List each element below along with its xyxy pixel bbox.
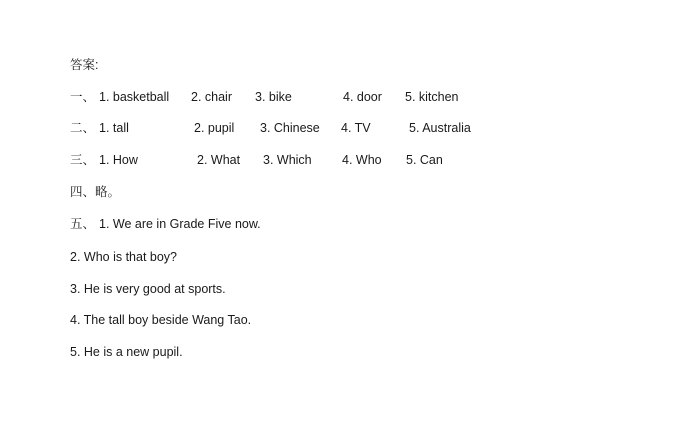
section-2-item-4: 4. TV [341,121,371,135]
section-1-item-2: 2. chair [191,90,232,104]
section-5-sentence-1: 1. We are in Grade Five now. [99,217,261,231]
answer-heading: 答案: [70,58,99,72]
section-5-sentence-3: 3. He is very good at sports. [70,282,226,296]
section-2-item-1: 1. tall [99,121,129,135]
section-2-marker: 二、 [70,121,96,135]
section-1-item-1: 1. basketball [99,90,170,104]
section-1-item-4: 4. door [343,90,382,104]
section-1-item-5: 5. kitchen [405,90,459,104]
section-3-item-3: 3. Which [263,153,312,167]
section-3-item-4: 4. Who [342,153,382,167]
section-4-text: 四、略。 [70,185,121,199]
section-3-item-2: 2. What [197,153,241,167]
section-3-marker: 三、 [70,153,96,167]
section-5-sentence-2: 2. Who is that boy? [70,250,178,264]
section-3-item-1: 1. How [99,153,138,167]
section-2-item-3: 3. Chinese [260,121,320,135]
section-5-sentence-4: 4. The tall boy beside Wang Tao. [70,313,252,327]
section-3-item-5: 5. Can [406,153,443,167]
section-2-item-2: 2. pupil [194,121,235,135]
section-1-item-3: 3. bike [255,90,292,104]
section-2-item-5: 5. Australia [409,121,471,135]
section-5-marker: 五、 [70,217,96,231]
section-5-sentence-5: 5. He is a new pupil. [70,345,183,359]
section-1-marker: 一、 [70,90,96,104]
